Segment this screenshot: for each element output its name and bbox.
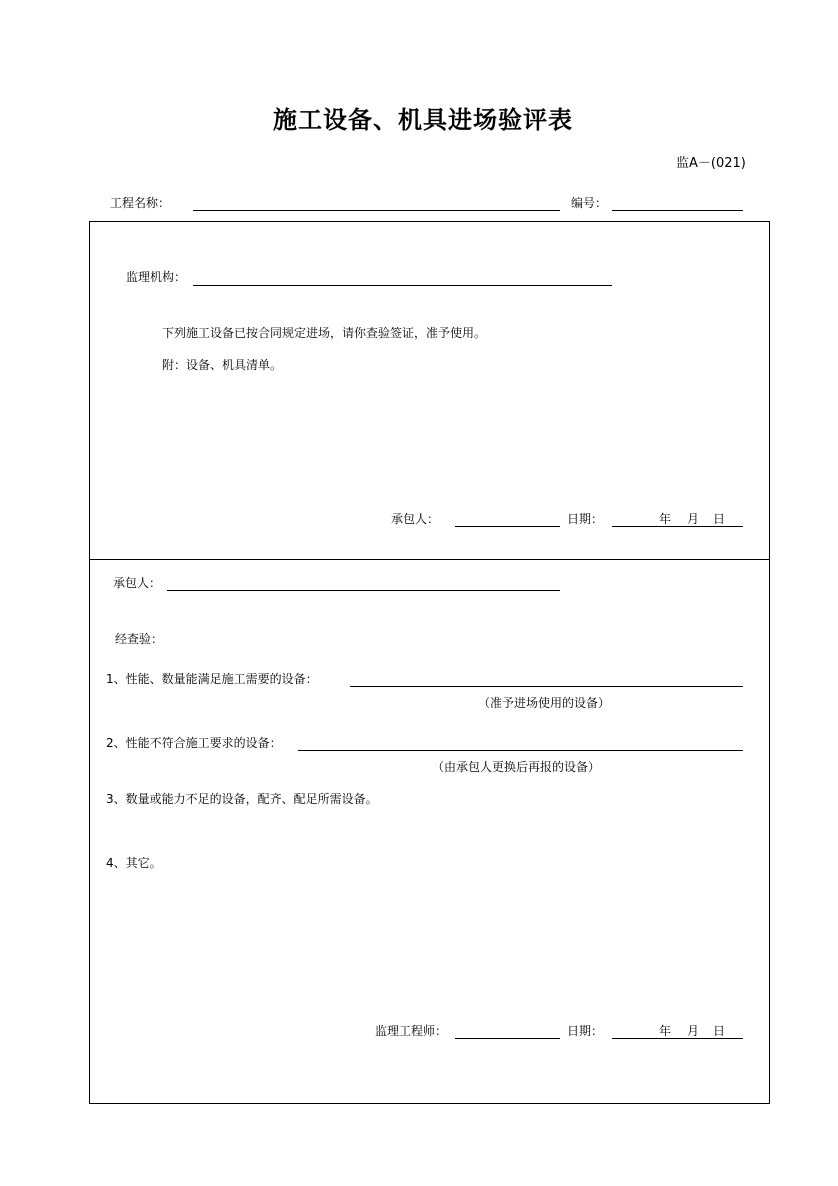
date-month-1: 月 [687,512,700,526]
contractor-sign-label: 承包人： [391,512,440,526]
date-field-1[interactable] [612,526,743,527]
checked-label: 经查验： [115,632,164,646]
number-field[interactable] [612,210,743,211]
date-month-2: 月 [687,1024,700,1038]
item3-label: 3、数量或能力不足的设备，配齐、配足所需设备。 [106,792,378,806]
date-field-2[interactable] [612,1038,743,1039]
date-year-1: 年 [659,512,672,526]
date-label-2: 日期： [567,1024,604,1038]
form-title: 施工设备、机具进场验评表 [273,106,573,134]
date-year-2: 年 [659,1024,672,1038]
date-label-1: 日期： [567,512,604,526]
date-day-2: 日 [713,1024,726,1038]
item1-note: （准予进场使用的设备） [478,696,611,710]
form-box [89,221,770,1104]
contractor-sign-field[interactable] [455,526,560,527]
section-divider [89,559,770,560]
item1-field[interactable] [350,686,743,687]
item2-label: 2、性能不符合施工要求的设备： [106,736,282,750]
item1-label: 1、性能、数量能满足施工需要的设备： [106,672,318,686]
statement-text: 下列施工设备已按合同规定进场，请你查验签证，准予使用。 [162,326,487,340]
form-code: 监A－(021) [676,156,746,171]
supervisor-org-field[interactable] [193,285,612,286]
engineer-sign-field[interactable] [455,1038,560,1039]
date-day-1: 日 [713,512,726,526]
item2-note: （由承包人更换后再报的设备） [432,760,601,774]
attachment-text: 附：设备、机具清单。 [162,358,283,372]
item4-label: 4、其它。 [106,856,162,870]
engineer-sign-label: 监理工程师： [375,1024,448,1038]
project-name-field[interactable] [193,210,560,211]
number-label: 编号： [571,196,608,210]
project-name-label: 工程名称： [110,196,171,210]
contractor-label: 承包人： [113,576,162,590]
contractor-field[interactable] [167,590,560,591]
item2-field[interactable] [298,750,743,751]
supervisor-org-label: 监理机构： [126,270,187,284]
